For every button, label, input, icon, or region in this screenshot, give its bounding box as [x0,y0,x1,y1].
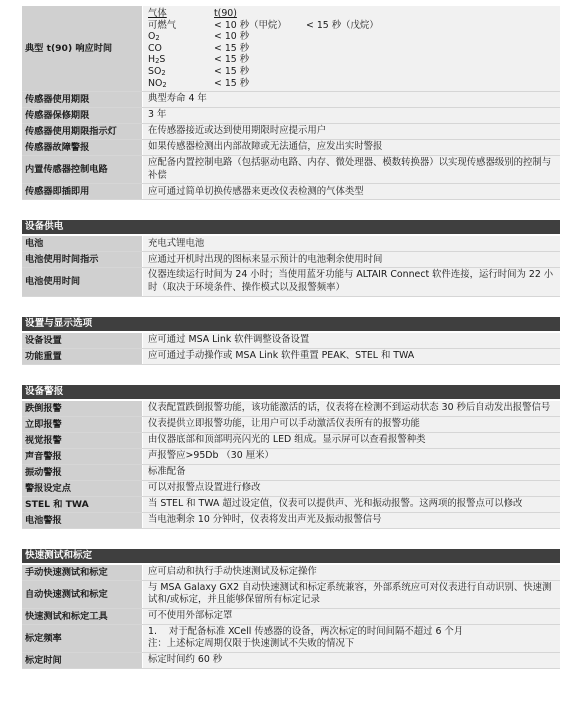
row-value: 应可启动和执行手动快速测试及标定操作 [143,565,560,580]
row-label: 传感器保修期限 [22,108,143,123]
row-label: 视觉报警 [22,433,143,448]
row-value: 仪表提供立即报警功能，让用户可以手动激活仪表所有的报警功能 [143,417,560,432]
t90-table [143,6,560,91]
row-value: 充电式锂电池 [143,236,560,251]
row-value: 典型寿命 4 年 [143,92,560,107]
row-sensor-fault-alarm [22,140,560,156]
cal-frequency-line1: 1. 对于配备标准 XCell 传感器的设备，两次标定的时间间隔不超过 6 个月 [148,625,464,637]
row-label: 电池使用时间 [22,268,143,295]
row-sensor-warranty [22,108,560,124]
spec-sheet [22,6,560,669]
cal-frequency-note: 注：上述标定周期仅限于快速测试不失败的情况下 [148,638,355,650]
row-value: 3 年 [143,108,560,123]
row-audible-alarm [22,449,560,465]
row-sensor-plug-and-play [22,184,560,200]
row-sensor-life [22,92,560,108]
row-battery-alarm [22,513,560,529]
t90-value: < 15 秒 [214,77,250,89]
row-value: 在传感器接近或达到使用期限时应提示用户 [143,124,560,139]
row-stel-twa [22,497,560,513]
row-visual-alarm [22,433,560,449]
row-label: 自动快速测试和标定 [22,581,143,608]
t90-value: < 15 秒 [214,42,250,54]
t90-header-value: t(90) [214,8,237,19]
row-alarm-setpoints [22,481,560,497]
row-label: 电池使用时间指示 [22,252,143,267]
row-label: 立即报警 [22,417,143,432]
row-label: 手动快速测试和标定 [22,565,143,580]
row-battery [22,236,560,252]
row-value [143,625,560,652]
row-label: 电池警报 [22,513,143,528]
row-value: 声报警应>95Db （30 厘米） [143,449,560,464]
t90-gas: $NO_2$ [148,77,167,89]
row-sensor-control-circuit [22,156,560,184]
row-fall-alarm [22,401,560,417]
row-label: STEL 和 TWA [22,497,143,512]
row-label: 振动警报 [22,465,143,480]
row-value: 应配备内置控制电路（包括驱动电路、内存、微处理器、模数转换器）以实现传感器级别的控制与补偿 [143,156,560,183]
section-header-calibration: 快速测试和标定 [22,549,560,565]
row-vibration-alarm [22,465,560,481]
row-label: 快速测试和标定工具 [22,609,143,624]
row-label: 标定频率 [22,625,143,652]
row-value: 标定时间约 60 秒 [143,653,560,668]
row-battery-runtime [22,268,560,296]
t90-gas: $SO_2$ [148,65,166,77]
row-sensor-life-indicator [22,124,560,140]
row-battery-indicator [22,252,560,268]
row-device-settings [22,333,560,349]
row-function-reset [22,349,560,365]
row-value: 仪器连续运行时间为 24 小时；当使用蓝牙功能与 ALTAIR Connect 软件连接，运行时间为 22 小时（取决于环境条件、操作模式以及报警频率） [143,268,560,295]
t90-gas: 可燃气 [148,19,177,31]
row-value: 可以对报警点设置进行修改 [143,481,560,496]
section-header-power: 设备供电 [22,220,560,236]
t90-value: < 15 秒 [214,54,250,66]
row-value: 当 STEL 和 TWA 超过设定值，仪表可以提供声、光和振动报警。这两项的报警点可以修改 [143,497,560,512]
row-label: 传感器故障警报 [22,140,143,155]
row-label: 传感器使用期限 [22,92,143,107]
row-label: 电池 [22,236,143,251]
row-value: 可不使用外部标定罩 [143,609,560,624]
row-value: 如果传感器检测出内部故障或无法通信，应发出实时警报 [143,140,560,155]
row-t90 [22,6,560,92]
t90-gas: $H_2S$ [148,54,166,66]
t90-value: < 10 秒 [214,31,250,43]
row-cal-frequency [22,625,560,653]
row-value: 由仪器底部和顶部明亮闪光的 LED 组成。显示屏可以查看报警种类 [143,433,560,448]
row-manual-bump-cal [22,565,560,581]
row-value: 应可通过手动操作或 MSA Link 软件重置 PEAK、STEL 和 TWA [143,349,560,364]
row-label: 设备设置 [22,333,143,348]
row-cal-time [22,653,560,669]
row-label: 标定时间 [22,653,143,668]
t90-gas: CO [148,42,162,54]
section-header-alarms: 设备警报 [22,385,560,401]
row-label: 声音警报 [22,449,143,464]
row-value: 应可通过 MSA Link 软件调整设备设置 [143,333,560,348]
row-value: 应可通过简单切换传感器来更改仪表检测的气体类型 [143,184,560,199]
row-value: 应通过开机时出现的图标来显示预计的电池剩余使用时间 [143,252,560,267]
row-label: 跌倒报警 [22,401,143,416]
t90-gas: $O_2$ [148,31,160,43]
section-header-settings: 设置与显示选项 [22,317,560,333]
t90-value: < 15 秒 [214,65,250,77]
row-label: 警报设定点 [22,481,143,496]
t90-label: 典型 t(90) 响应时间 [22,6,143,91]
row-label: 传感器即插即用 [22,184,143,199]
t90-header-gas: 气体 [148,8,167,19]
row-value: 当电池剩余 10 分钟时，仪表将发出声光及振动报警信号 [143,513,560,528]
row-label: 内置传感器控制电路 [22,156,143,183]
row-instant-alarm [22,417,560,433]
row-label: 功能重置 [22,349,143,364]
row-value: 标准配备 [143,465,560,480]
row-auto-bump-cal [22,581,560,609]
row-bump-cal-tools [22,609,560,625]
row-value: 仪表配置跌倒报警功能，该功能激活的话，仪表将在检测不到运动状态 30 秒后自动发出报警信号 [143,401,560,416]
t90-value: < 10 秒（甲烷） [214,19,287,31]
row-label: 传感器使用期限指示灯 [22,124,143,139]
t90-value-extra: < 15 秒（戊烷） [306,19,379,31]
row-value: 与 MSA Galaxy GX2 自动快速测试和标定系统兼容，外部系统应可对仪表进行自动识别、快速测试和/或标定，并且能够保留所有标定记录 [143,581,560,608]
